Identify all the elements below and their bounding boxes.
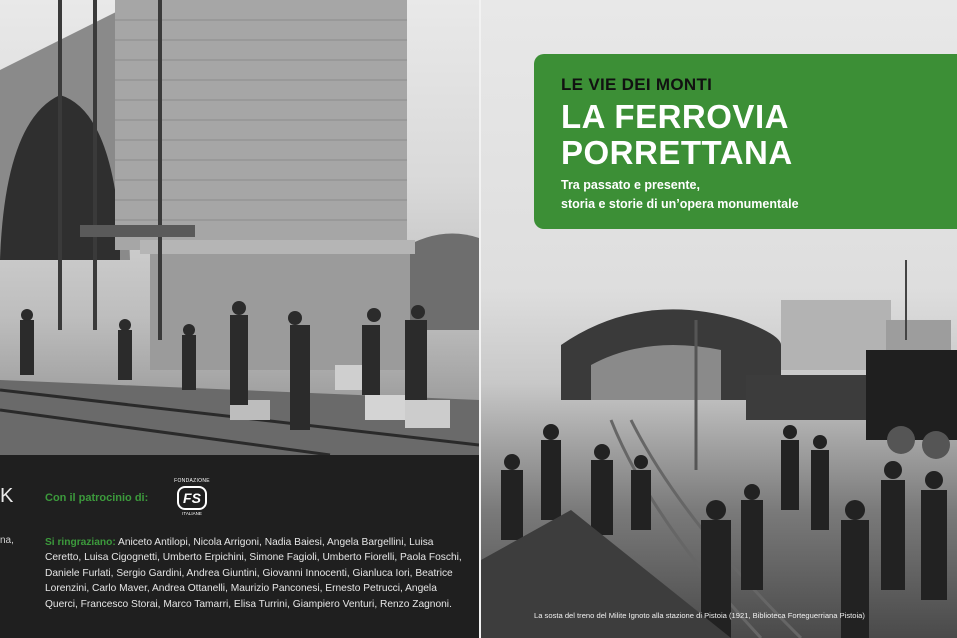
main-title [561,99,793,171]
fs-logo-mark: FS [177,486,207,510]
viaduct-illustration [0,0,479,455]
series-kicker: LE VIE DEI MONTI [561,75,713,94]
cropped-letter: K [0,485,14,507]
acknowledgements-lead: Si ringraziano: [45,537,116,548]
main-title-line1: LA FERROVIA [561,98,789,135]
subtitle-line1: Tra passato e presente, [561,178,700,192]
cropped-text: na, [0,535,14,546]
acknowledgements [45,535,465,612]
fs-logo-top: FONDAZIONE [174,478,210,484]
main-title-line2: PORRETTANA [561,134,793,171]
acknowledgements-names: Aniceto Antilopi, Nicola Arrigoni, Nadia Baiesi, Angela Bargellini, Luisa Ceretto, Luisa Cigognetti, Umberto Erpichini, Simone Fagioli, Umberto Fiorelli, Paola Foschi, Daniele Furlati, Sergio Gardini, Andrea Giuntini, Giovanni Innocenti, Gianluca Iori, Beatrice Lorenzini, Carlo Maver, Andrea Ottanelli, Maurizio Panconesi, Ernesto Petrucci, Angela Querci, Francesco Storai, Marco Tamarri, Elisa Turrini, Giampiero Venturi, Renzo Zagnoni. [45,537,462,610]
subtitle [561,176,799,214]
title-box [534,54,957,229]
patronage-label: Con il patrocinio di: [45,492,149,504]
fs-logo [172,478,212,520]
fs-logo-bottom: ITALIANE [182,511,202,516]
photo-caption: La sosta del treno del Milite Ignoto alla stazione di Pistoia (1921, Biblioteca Forteguerriana Pistoia) [534,611,865,620]
subtitle-line2: storia e storie di un’opera monumentale [561,197,799,211]
viaduct-photo [0,0,479,455]
